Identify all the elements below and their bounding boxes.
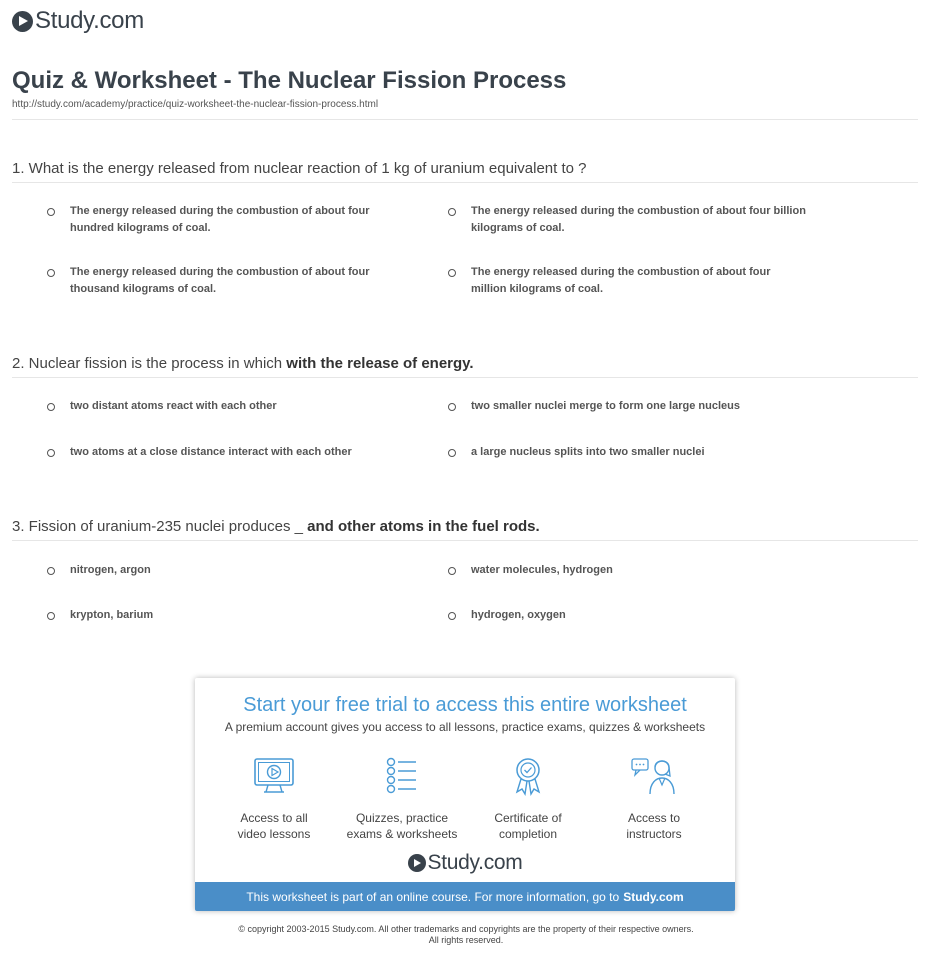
study-logo[interactable]	[12, 8, 144, 34]
study-com-link[interactable]: Study.com	[623, 889, 684, 904]
question-2-option-c[interactable]	[47, 446, 422, 461]
page-title: Quiz & Worksheet - The Nuclear Fission Process	[12, 67, 567, 94]
question-1-prefix: 1. What is the energy released from nuclear reaction of 1 kg of uranium equivalent to ?	[12, 160, 587, 177]
promo-title[interactable]: Start your free trial to access this entire worksheet	[243, 694, 687, 716]
option-text: hydrogen, oxygen	[471, 609, 566, 621]
radio-button[interactable]	[47, 567, 55, 575]
feature-label: Quizzes, practice exams & worksheets	[346, 811, 458, 841]
question-1-text	[12, 160, 586, 177]
radio-button[interactable]	[47, 449, 55, 457]
option-text: water molecules, hydrogen	[471, 564, 613, 576]
logo-text: Study.com	[427, 851, 523, 874]
question-3-option-b[interactable]	[448, 564, 823, 579]
feature-video-lessons	[209, 756, 339, 842]
divider	[12, 182, 918, 183]
feature-instructors	[589, 756, 719, 842]
feature-label: Access to all video lessons	[237, 811, 311, 841]
play-circle-icon	[12, 11, 33, 32]
radio-button[interactable]	[448, 612, 456, 620]
divider	[12, 540, 918, 541]
question-2-text	[12, 355, 474, 372]
logo-text: Study.com	[35, 7, 144, 34]
option-text: krypton, barium	[70, 609, 154, 621]
option-text: The energy released during the combustion of about four hundred kilograms of coal.	[70, 205, 370, 234]
option-text: The energy released during the combustion of about four billion kilograms of coal.	[471, 205, 806, 234]
promo-info-bar	[195, 882, 735, 911]
question-3-text	[12, 518, 540, 535]
question-3-option-c[interactable]	[47, 609, 422, 624]
radio-button[interactable]	[448, 567, 456, 575]
question-1-option-c[interactable]	[47, 266, 422, 298]
radio-button[interactable]	[448, 269, 456, 277]
option-text: two smaller nuclei merge to form one large nucleus	[471, 400, 740, 412]
question-1-option-d[interactable]	[448, 266, 823, 298]
page-url: http://study.com/academy/practice/quiz-worksheet-the-nuclear-fission-process.html	[12, 99, 379, 110]
option-text: The energy released during the combustion of about four thousand kilograms of coal.	[70, 266, 370, 295]
question-3-prefix: 3. Fission of uranium-235 nuclei produces _	[12, 518, 308, 535]
option-text: The energy released during the combustion of about four million kilograms of coal.	[471, 266, 771, 295]
option-text: nitrogen, argon	[70, 564, 151, 576]
question-2-option-b[interactable]	[448, 400, 823, 415]
radio-button[interactable]	[47, 269, 55, 277]
question-3-emphasis: and other atoms in the fuel rods.	[307, 518, 540, 535]
promo-subtitle: A premium account gives you access to all lessons, practice exams, quizzes & worksheets	[224, 720, 706, 734]
radio-button[interactable]	[47, 612, 55, 620]
question-2-prefix: 2. Nuclear fission is the process in which	[12, 355, 287, 372]
question-2-option-d[interactable]	[448, 446, 823, 461]
free-trial-promo	[195, 678, 735, 911]
play-circle-icon	[408, 854, 426, 872]
radio-button[interactable]	[448, 403, 456, 411]
feature-quizzes	[337, 756, 467, 842]
certificate-ribbon-icon	[506, 756, 550, 796]
checklist-icon	[380, 756, 424, 796]
feature-certificate	[463, 756, 593, 842]
question-1-option-b[interactable]	[448, 205, 823, 237]
radio-button[interactable]	[47, 403, 55, 411]
question-3-option-a[interactable]	[47, 564, 422, 579]
radio-button[interactable]	[47, 208, 55, 216]
question-1-option-a[interactable]	[47, 205, 422, 237]
feature-label: Certificate of completion	[494, 811, 562, 841]
promo-study-logo[interactable]	[195, 851, 735, 875]
copyright-line: © copyright 2003-2015 Study.com. All other trademarks and copyrights are the property of their respective owners.	[238, 924, 694, 934]
question-3-option-d[interactable]	[448, 609, 823, 624]
video-screen-icon	[252, 756, 296, 796]
instructor-chat-icon	[629, 756, 679, 796]
radio-button[interactable]	[448, 449, 456, 457]
question-2-emphasis: with the release of energy.	[286, 355, 474, 372]
feature-label: Access to instructors	[626, 811, 682, 841]
radio-button[interactable]	[448, 208, 456, 216]
copyright-notice	[0, 924, 932, 946]
rights-line: All rights reserved.	[428, 935, 504, 945]
divider	[12, 119, 918, 120]
option-text: two atoms at a close distance interact with each other	[70, 446, 352, 458]
option-text: a large nucleus splits into two smaller nuclei	[471, 446, 705, 458]
option-text: two distant atoms react with each other	[70, 400, 277, 412]
promo-bar-text: This worksheet is part of an online course. For more information, go to	[246, 889, 620, 904]
question-2-option-a[interactable]	[47, 400, 422, 415]
divider	[12, 377, 918, 378]
